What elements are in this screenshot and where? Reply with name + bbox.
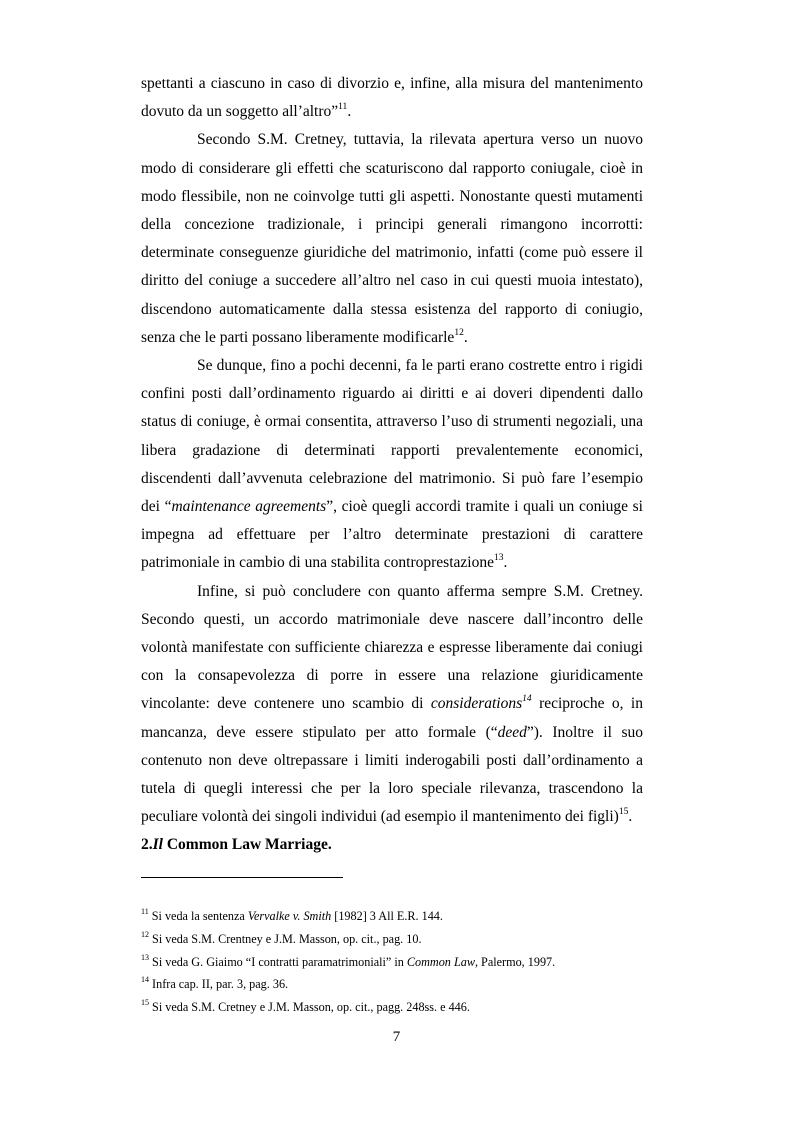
footnote-15: $^{15}$ Si veda S.M. Cretney e J.M. Masson, op. cit., pagg. 248ss. e 446. <box>141 998 470 1015</box>
footnote-13: $^{13}$ Si veda G. Giaimo “I contratti paramatrimoniali” in Common Law, Palermo, 1997. <box>141 952 556 969</box>
footnote-ref-15[interactable]: 15 <box>618 807 629 818</box>
footnote-12: $^{12}$ Si veda S.M. Crentney e J.M. Masson, op. cit., pag. 10. <box>141 929 422 946</box>
footnote-separator <box>141 877 343 878</box>
paragraph-1: spettanti a ciascuno in caso di divorzio e, infine, alla misura del mantenimento dovuto da un soggetto all’altro”$^{11}$. <box>141 75 643 121</box>
paragraph-3: Se dunque, fino a pochi decenni, fa le parti erano costrette entro i rigidi confini posti dall’ordinamento riguardo ai diritti e ai doveri dipendenti dallo status di coniuge, è ormai consentita, attraverso l’uso di strumenti negoziali, una libera gradazione di determinati rapporti prevalentemente economici, discendenti dall’avvenuta celebrazione del matrimonio. Si può fare l’esempio dei “maintenance agreements”, cioè quegli accordi tramite i quali un coniuge si impegna ad effettuare per l’altro determinate prestazioni di carattere patrimoniale in cambio di una stabilita controprestazione$^{13}$. <box>141 357 643 572</box>
footnote-ref-11[interactable]: 11 <box>338 102 348 113</box>
footnote-14: $^{14}$ Infra cap. II, par. 3, pag. 36. <box>141 975 289 992</box>
footnote-11: $^{11}$ Si veda la sentenza Vervalke v. Smith [1982] 3 All E.R. 144. <box>141 906 443 923</box>
body-text <box>141 70 643 860</box>
footnote-ref-14[interactable]: 14 <box>522 694 532 705</box>
footnote-ref-13[interactable]: 13 <box>493 553 504 564</box>
page-number: 7 <box>392 1029 401 1045</box>
footnotes <box>141 905 661 1019</box>
paragraph-2: Secondo S.M. Cretney, tuttavia, la rilevata apertura verso un nuovo modo di considerare gli effetti che scaturiscono dal rapporto coniugale, cioè in modo flessibile, non ne coinvolge tutti gli aspetti. Nonostante questi mutamenti della concezione tradizionale, i principi generali rimangono incorrotti: determinate conseguenze giuridiche del matrimonio, infatti (come può essere il diritto del coniuge a succedere all’altro nel caso in cui questi muoia intestato), discendono automaticamente dalla stessa esistenza del rapporto di coniugio, senza che le parti possano liberamente modificarle$^{12}$. <box>141 131 643 346</box>
section-heading: 2.Il Common Law Marriage. <box>141 836 332 854</box>
paragraph-4: Infine, si può concludere con quanto afferma sempre S.M. Cretney. Secondo questi, un accordo matrimoniale deve nascere dall’incontro delle volontà manifestate con sufficiente chiarezza e espresse liberamente dai coniugi con la consapevolezza di porre in essere una relazione giuridicamente vincolante: deve contenere uno scambio di considerations$^{14}$ reciproche o, in mancanza, deve essere stipulato per atto formale (“deed”). Inoltre il suo contenuto non deve oltrepassare i limiti inderogabili posti dall’ordinamento a tutela di quegli interessi che per la loro speciale rilevanza, trascendono la peculiare volontà dei singoli individui (ad esempio il mantenimento dei figli)$^{15}$. <box>141 582 643 826</box>
footnote-ref-12[interactable]: 12 <box>454 327 464 338</box>
